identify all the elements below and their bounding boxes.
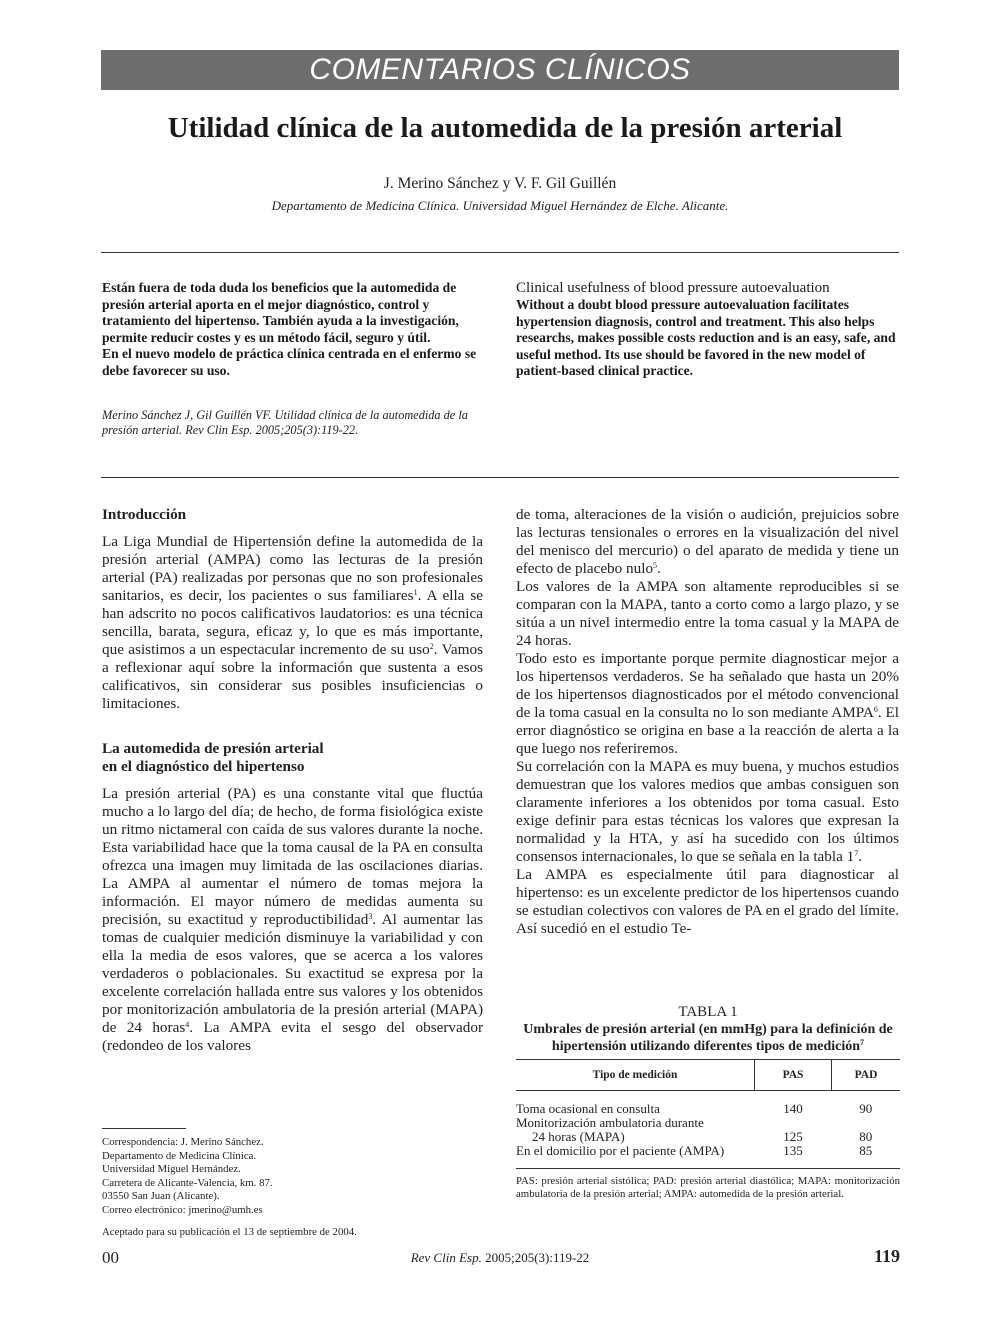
paragraph: de toma, alteraciones de la visión o audición, prejuicios sobre las lecturas tensionales o errores en la visualización del nivel del menisco del mercurio) o del aparato de medida y tiene un efecto de placebo nulo$^5$. [516, 506, 899, 577]
footnote-line: Departamento de Medicina Clínica. [102, 1149, 257, 1162]
table-row [516, 1144, 900, 1169]
table-row [516, 1130, 900, 1144]
reference-marker: 2 [429, 642, 434, 651]
journal-name: Rev Clin Esp. [410, 1250, 482, 1265]
affiliation: Departamento de Medicina Clínica. Universidad Miguel Hernández de Elche. Alicante. [271, 198, 729, 213]
paragraph: Todo esto es importante porque permite diagnosticar mejor a los hipertensos verdaderos. Se ha señalado que hasta un 20% de los hipertensos diagnosticados por el método convencional de la toma casual en la consulta no lo son mediante AMPA$^6$. El error diagnóstico se origina en base a la reacción de alerta a la que luego nos referiremos. [516, 650, 900, 757]
table-caption: Umbrales de presión arterial (en mmHg) para la definición de hipertensión utilizando diferentes tipos de medición$^7$ [523, 1022, 893, 1054]
abstract-es-text: Están fuera de toda duda los beneficios que la automedida de presión arterial aporta en el mejor diagnóstico, control y tratamiento del hipertenso. También ayuda a la investigación, permite reducir costes y es un método fácil, seguro y útil. [102, 280, 459, 345]
table-cell: 85 [832, 1144, 901, 1169]
footnote-line: Universidad Miguel Hernández. [102, 1163, 241, 1175]
body-column-right [516, 506, 899, 938]
section-banner: COMENTARIOS CLÍNICOS [101, 50, 899, 90]
reference-marker: 6 [873, 705, 878, 714]
table-header: Tipo de medición [516, 1060, 755, 1091]
reference-marker: 5 [653, 561, 658, 570]
abstract-en-title: Clinical usefulness of blood pressure autoevaluation [516, 280, 830, 296]
footnote-line: 03550 San Juan (Alicante). [102, 1190, 220, 1202]
section-heading: La automedida de presión arterial en el diagnóstico del hipertenso [102, 740, 324, 775]
citation: Merino Sánchez J, Gil Guillén VF. Utilidad clínica de la automedida de la presión arterial. Rev Clin Esp. 2005;205(3):119-22. [102, 408, 468, 437]
page-number-left: 00 [102, 1248, 119, 1267]
table-cell: 135 [755, 1144, 832, 1169]
table-notes: PAS: presión arterial sistólica; PAD: presión arterial diastólica; MAPA: monitorización ambulatoria de la presión arterial; AMPA: automedida de la presión arterial. [516, 1175, 900, 1200]
reference-marker: 4 [185, 1020, 190, 1029]
footnote-line: Correo electrónico: jmerino@umh.es [102, 1203, 263, 1216]
table-header: PAS [755, 1060, 832, 1091]
table-cell: 140 [783, 1101, 803, 1116]
article-title: Utilidad clínica de la automedida de la presión arterial [167, 112, 843, 144]
table-1 [516, 1004, 900, 1201]
abstract-en-text: Without a doubt blood pressure autoevaluation facilitates hypertension diagnosis, control and treatment. This also helps researchs, makes possible costs reduction and is an easy, safe, and useful method. Its use should be favored in the new model of patient-based clinical practice. [516, 297, 896, 378]
paragraph-continued: . La AMPA evita el sesgo del observador (redondeo de los valores [102, 1019, 484, 1054]
divider [101, 252, 899, 253]
reference-marker: 7 [860, 1038, 865, 1047]
paragraph: La presión arterial (PA) es una constante vital que fluctúa mucho a lo largo del día; de hecho, de forma fisiológica existe un ritmo nictameral con caída de sus valores durante la noche. Esta variabilidad hace que la toma causal de la PA en consulta ofrezca una imagen muy limitada de las oscilaciones diarias. La AMPA al aumentar el número de tomas mejora la información. El mayor número de medidas aumenta su precisión, su exactitud y reproductibilidad$^3$. Al aumentar las tomas de cualquier medición disminuye la variabilidad y con ella la media de esos valores, que se acerca a los valores verdaderos o poblacionales. Su exactitud se expresa por la excelente correlación hallada entre sus valores y los obtenidos por monitorización ambulatoria de la presión arterial (MAPA) de 24 horas$^4$. La AMPA evita el sesgo del observador (redondeo de los valores [102, 785, 484, 1054]
table-cell: 24 horas (MAPA) [532, 1129, 625, 1144]
accepted-date: Aceptado para su publicación el 13 de septiembre de 2004. [102, 1226, 357, 1238]
divider [101, 477, 899, 478]
abstract-english [516, 280, 900, 380]
journal-reference [300, 1250, 700, 1266]
paragraph: Los valores de la AMPA son altamente reproducibles si se comparan con la MAPA, tanto a corto como a largo plazo, y se sitúa a un nivel intermedio entre la toma casual y la MAPA de 24 horas. [516, 578, 899, 649]
correspondence-footnote [102, 1136, 484, 1240]
abstract-es-text-2: En el nuevo modelo de práctica clínica centrada en el enfermo se debe favorecer su uso. [102, 346, 477, 378]
paragraph: Su correlación con la MAPA es muy buena, y muchos estudios demuestran que los valores medios que ambas consiguen son claramente inferiores a los obtenidos por toma casual. Esto exige definir para estas técnicas los valores que expresan la normalidad y la HTA, y así ha sucedido con los últimos consensos internacionales, lo que se señala en la tabla $1^7$. [516, 758, 899, 865]
page-number-right: 119 [873, 1246, 900, 1266]
abstract-spanish [102, 280, 482, 379]
footnote-divider [102, 1128, 186, 1129]
section-heading: Introducción [102, 506, 187, 523]
threshold-table [516, 1059, 900, 1169]
table-row [516, 1091, 900, 1117]
table-cell: 90 [859, 1101, 873, 1116]
table-label: TABLA 1 [678, 1004, 738, 1020]
table-cell: Monitorización ambulatoria durante [516, 1115, 704, 1130]
journal-volume: 2005;205(3):119-22 [485, 1250, 590, 1265]
body-column-left [102, 506, 483, 1055]
table-cell: 80 [859, 1129, 873, 1144]
paragraph: La Liga Mundial de Hipertensión define la automedida de la presión arterial (AMPA) como las lecturas de la presión arterial (PA) realizadas por personas que no son profesionales sanitarios, es decir, los pacientes o sus familiares$^1$. A ella se han adscrito no pocos calificativos laudatorios: es una técnica sencilla, barata, segura, eficaz y, lo que es más importante, que asistimos a un espectacular incremento de su uso$^2$. Vamos a reflexionar aquí sobre la información que sustenta a esos calificativos, sin considerar sus posibles insuficiencias o limitaciones. [102, 533, 483, 712]
footnote-line: Carretera de Alicante-Valencia, km. 87. [102, 1176, 273, 1189]
authors: J. Merino Sánchez y V. F. Gil Guillén [383, 175, 617, 192]
reference-marker: 3 [368, 912, 373, 921]
table-header: PAD [832, 1060, 901, 1091]
table-cell: Toma ocasional en consulta [516, 1101, 660, 1116]
paragraph: La AMPA es especialmente útil para diagnosticar al hipertenso: es un excelente predictor de los hipertensos cuando se estudian colectivos con valores de PA en el grado del límite. Así sucedió en el estudio Te- [516, 866, 899, 937]
footnote-line: Correspondencia: J. Merino Sánchez. [102, 1136, 264, 1148]
reference-marker: 1 [413, 588, 418, 597]
table-row [516, 1116, 900, 1130]
reference-marker: 7 [854, 849, 859, 858]
table-cell: 125 [783, 1129, 803, 1144]
table-cell: En el domicilio por el paciente (AMPA) [516, 1144, 755, 1169]
